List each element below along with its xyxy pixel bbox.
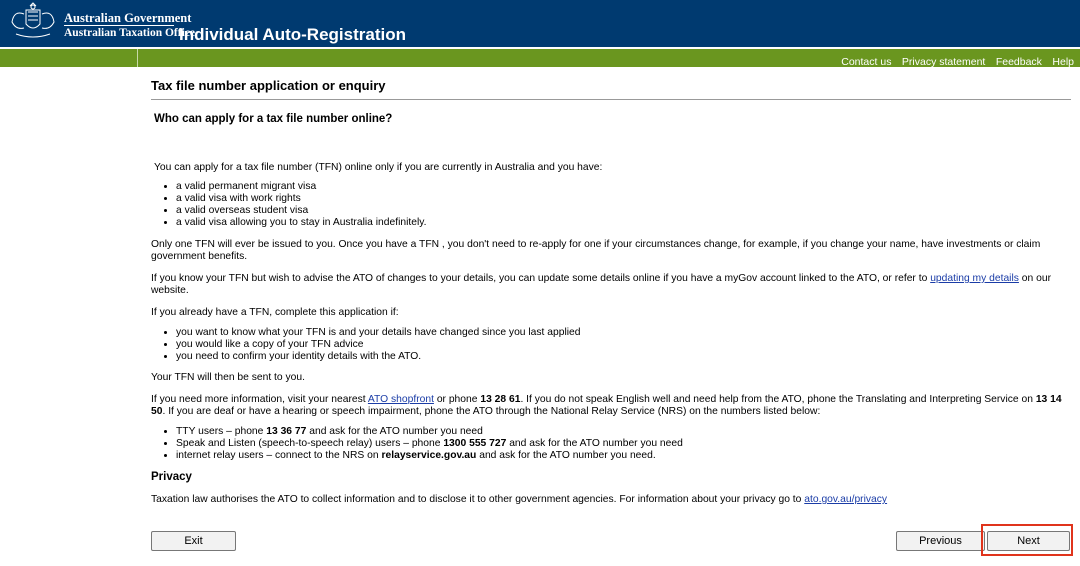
already-list	[151, 327, 1071, 363]
relay-text: Speak and Listen (speech-to-speech relay) users – phone	[176, 438, 441, 449]
main-content	[151, 78, 1071, 506]
nav-divider	[137, 49, 138, 67]
info-part: . If you are deaf or have a hearing or speech impairment, phone the ATO through the National Relay Service (NRS) on the numbers listed below:	[162, 406, 821, 417]
list-item: • a valid overseas student visa	[176, 205, 1071, 217]
exit-button[interactable]: Exit	[151, 531, 236, 551]
privacy-statement-link[interactable]: Privacy statement	[901, 56, 986, 68]
update-text	[151, 273, 1071, 297]
relay-text: and ask for the ATO number you need	[509, 438, 683, 449]
list-item: • you need to confirm your identity details with the ATO.	[176, 351, 1071, 363]
phone-number: 1300 555 727	[443, 438, 507, 449]
section-heading: Who can apply for a tax file number online?	[154, 113, 393, 125]
relay-text: internet relay users – connect to the NRS on	[176, 450, 379, 461]
privacy-heading: Privacy	[151, 471, 192, 483]
ato-shopfront-link[interactable]: ATO shopfront	[367, 394, 434, 405]
list-item: • a valid visa with work rights	[176, 193, 1071, 205]
top-links	[835, 52, 1074, 70]
info-part: If you need more information, visit your nearest	[151, 394, 366, 405]
phone-number: 13 14 50	[151, 394, 1062, 417]
one-tfn-text: Only one TFN will ever be issued to you. Once you have a TFN , you don't need to re-apply for one if your circumstances change, for example, if you change your name, have investments or claim government benefits.	[151, 239, 1041, 262]
relay-text: and ask for the ATO number you need.	[479, 450, 656, 461]
contact-us-link[interactable]: Contact us	[841, 56, 892, 68]
sent-text: Your TFN will then be sent to you.	[151, 372, 305, 383]
relay-site: relayservice.gov.au	[381, 450, 477, 461]
update-text-start: If you know your TFN but wish to advise the ATO of changes to your details, you can update some details online if you have a myGov account linked to the ATO, or refer to	[151, 273, 928, 284]
list-item	[176, 438, 1071, 450]
page-title: Tax file number application or enquiry	[151, 80, 1071, 100]
relay-list	[151, 426, 1071, 462]
feedback-link[interactable]: Feedback	[995, 56, 1042, 68]
info-part: or phone	[436, 394, 478, 405]
privacy-body: Taxation law authorises the ATO to collect information and to disclose it to other government agencies. For information about your privacy go to	[151, 494, 802, 505]
update-text-end: on our website.	[151, 273, 1051, 296]
coat-of-arms-icon	[6, 2, 60, 44]
list-item: • a valid visa allowing you to stay in Australia indefinitely.	[176, 217, 1071, 229]
list-item	[176, 426, 1071, 438]
relay-text: TTY users – phone	[176, 426, 264, 437]
info-part: . If you do not speak English well and need help from the ATO, phone the Translating and Interpreting Service on	[520, 394, 1033, 405]
government-name: Australian Government	[64, 11, 192, 25]
already-have-text: If you already have a TFN, complete this application if:	[151, 307, 399, 318]
header-divider	[64, 25, 174, 26]
list-item: • a valid permanent migrant visa	[176, 181, 1071, 193]
updating-my-details-link[interactable]: updating my details	[930, 273, 1019, 284]
privacy-text	[151, 494, 1071, 506]
more-info-text	[151, 394, 1071, 418]
phone-number: 13 28 61	[480, 394, 521, 405]
list-item: • you want to know what your TFN is and your details have changed since you last applied	[176, 327, 1071, 339]
agency-name: Australian Taxation Office	[64, 27, 195, 39]
visa-list	[151, 181, 1071, 229]
previous-button[interactable]: Previous	[896, 531, 985, 551]
phone-number: 13 36 77	[266, 426, 307, 437]
relay-text: and ask for the ATO number you need	[309, 426, 483, 437]
intro-text: You can apply for a tax file number (TFN) online only if you are currently in Australia and you have:	[154, 162, 603, 173]
help-link[interactable]: Help	[1052, 56, 1074, 68]
list-item: • you would like a copy of your TFN advice	[176, 339, 1071, 351]
privacy-link[interactable]: ato.gov.au/privacy	[804, 494, 888, 505]
header-bar	[0, 0, 1080, 47]
next-button[interactable]: Next	[987, 531, 1070, 551]
app-title: Individual Auto-Registration	[179, 25, 406, 44]
list-item	[176, 450, 1071, 462]
